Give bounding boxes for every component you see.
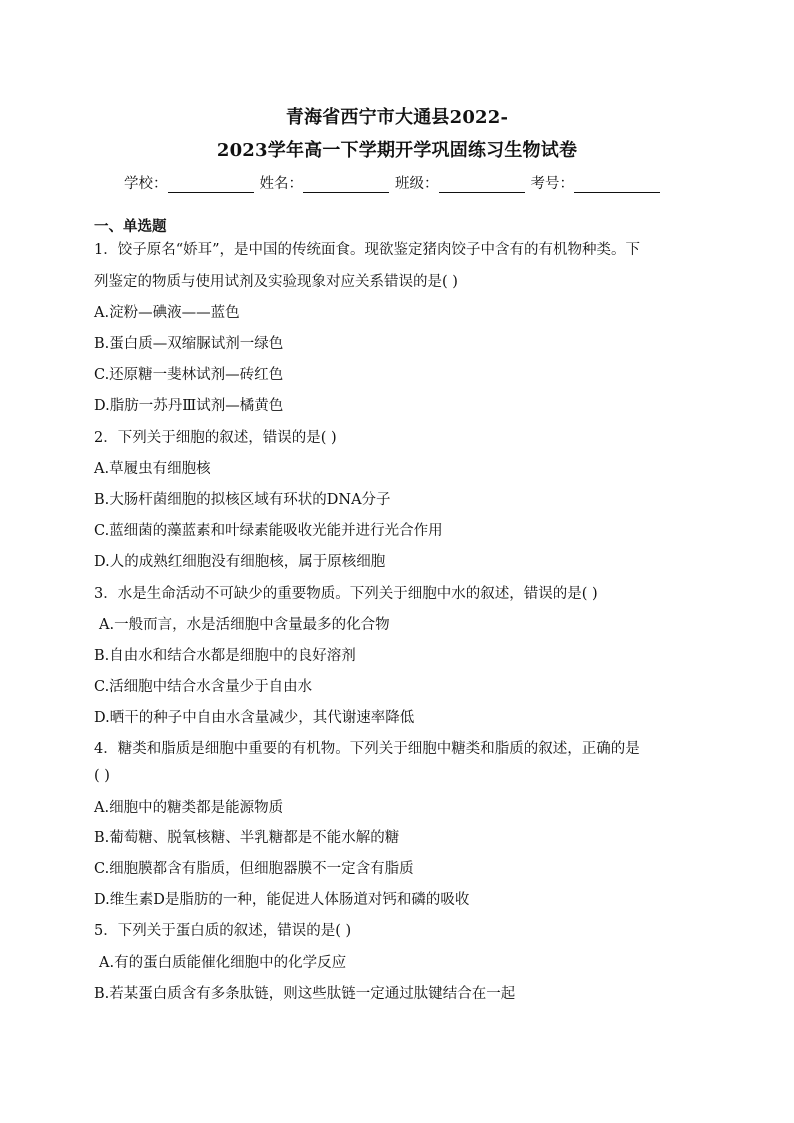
title-line-1: 青海省西宁市大通县2022- (285, 107, 509, 128)
school-blank (168, 178, 254, 193)
option-d: D.脂肪一苏丹Ⅲ试剂—橘黄色 (94, 398, 284, 414)
title-line-2: 2023学年高一下学期开学巩固练习生物试卷 (216, 140, 578, 161)
option-a: A.淀粉—碘液——蓝色 (94, 305, 240, 321)
option-a: A.有的蛋白质能催化细胞中的化学反应 (99, 955, 347, 971)
school-label: 学校： (124, 176, 168, 192)
option-d: D.晒干的种子中自由水含量减少，其代谢速率降低 (94, 710, 415, 726)
question-stem: 列鉴定的物质与使用试剂及实验现象对应关系错误的是( ) (94, 274, 458, 290)
option-a: A.一般而言，水是活细胞中含量最多的化合物 (99, 617, 390, 633)
option-a: A.草履虫有细胞核 (94, 461, 211, 477)
option-b: B.蛋白质—双缩脲试剂一绿色 (94, 336, 284, 352)
option-b: B.自由水和结合水都是细胞中的良好溶剂 (94, 648, 356, 664)
student-info-row (124, 172, 666, 193)
option-d: D.人的成熟红细胞没有细胞核，属于原核细胞 (94, 554, 386, 570)
question-stem: 5．下列关于蛋白质的叙述，错误的是( ) (94, 923, 352, 939)
option-c: C.还原糖一斐林试剂—砖红色 (94, 367, 284, 383)
option-c: C.蓝细菌的藻蓝素和叶绿素能吸收光能并进行光合作用 (94, 523, 443, 539)
class-label: 班级： (395, 176, 439, 192)
option-b: B.若某蛋白质含有多条肽链，则这些肽链一定通过肽键结合在一起 (94, 986, 516, 1002)
option-a: A.细胞中的糖类都是能源物质 (94, 800, 284, 816)
question-stem: ( ) (94, 768, 110, 784)
name-label: 姓名： (259, 176, 303, 192)
option-d: D.维生素D是脂肪的一种，能促进人体肠道对钙和磷的吸收 (94, 892, 470, 908)
section-heading: 一、单选题 (94, 218, 167, 235)
question-stem: 3．水是生命活动不可缺少的重要物质。下列关于细胞中水的叙述，错误的是( ) (94, 586, 598, 602)
name-blank (303, 178, 389, 193)
exam-number-label: 考号： (530, 176, 574, 192)
option-b: B.大肠杆菌细胞的拟核区域有环状的DNA分子 (94, 492, 391, 508)
class-blank (439, 178, 525, 193)
question-stem: 4．糖类和脂质是细胞中重要的有机物。下列关于细胞中糖类和脂质的叙述，正确的是 (94, 741, 640, 757)
option-c: C.细胞膜都含有脂质，但细胞器膜不一定含有脂质 (94, 861, 414, 877)
exam-number-blank (574, 178, 660, 193)
question-stem: 2．下列关于细胞的叙述，错误的是( ) (94, 430, 337, 446)
question-stem: 1．饺子原名“娇耳”，是中国的传统面食。现欲鉴定猪肉饺子中含有的有机物种类。下 (94, 242, 641, 258)
option-b: B.葡萄糖、脱氧核糖、半乳糖都是不能水解的糖 (94, 830, 400, 846)
option-c: C.活细胞中结合水含量少于自由水 (94, 679, 313, 695)
